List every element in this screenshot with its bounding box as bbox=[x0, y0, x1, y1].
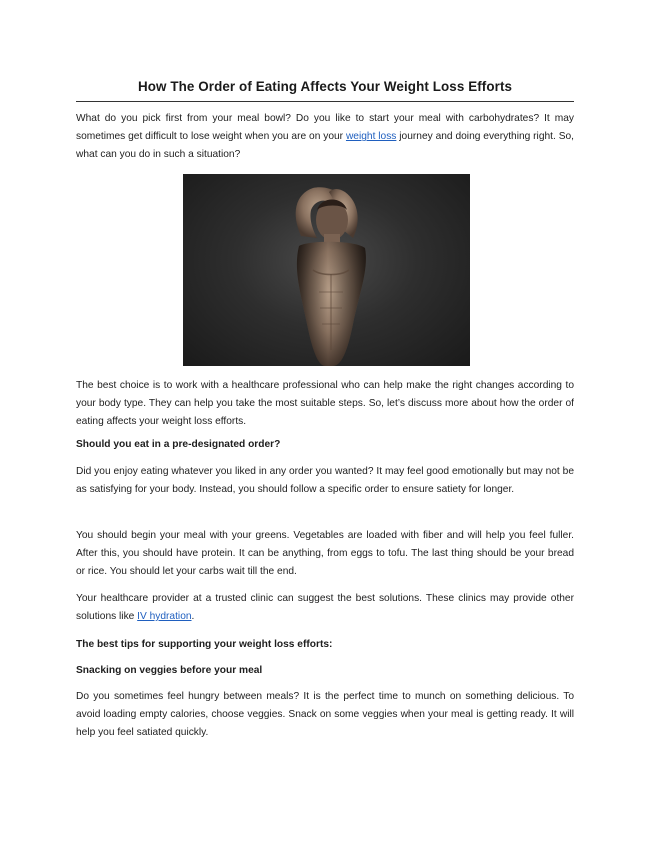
order-paragraph: Did you enjoy eating whatever you liked in any order you wanted? It may feel good emotionally but may not be as satisfying for your body. Instead, you should follow a specific order to ensure satiety for longer. bbox=[76, 466, 574, 496]
clinic-text-before: Your healthcare provider at a trusted clinic can suggest the best solutions. These clinics may provide other solutions like bbox=[76, 593, 574, 623]
intro-text-before: What do you pick first from your meal bowl? Do you like to start your meal with carbohydrates? It may sometimes get difficult to lose weight when you are on your bbox=[76, 113, 574, 143]
man-figure-illustration bbox=[183, 174, 470, 366]
intro-text-after: journey and doing everything right. So, what can you do in such a situation? bbox=[76, 131, 574, 161]
professional-paragraph: The best choice is to work with a healthcare professional who can help make the right changes according to your body type. They can help you take the most suitable steps. So, let’s discuss more about how the order of eating affects your weight loss efforts. bbox=[76, 380, 574, 428]
clinic-text-after: . bbox=[191, 611, 195, 623]
shirtless-man-photo bbox=[183, 174, 470, 366]
heading-snacking: Snacking on veggies before your meal bbox=[76, 665, 263, 676]
clinic-paragraph bbox=[76, 590, 574, 626]
iv-hydration-link[interactable]: IV hydration bbox=[137, 611, 192, 623]
title-underline bbox=[76, 101, 574, 102]
heading-tips: The best tips for supporting your weight loss efforts: bbox=[76, 639, 333, 650]
snacking-paragraph: Do you sometimes feel hungry between meals? It is the perfect time to munch on something delicious. To avoid loading empty calories, choose veggies. Snack on some veggies when your meal is getting ready. It will help you feel satiated quickly. bbox=[76, 691, 574, 739]
document-title: How The Order of Eating Affects Your Weight Loss Efforts bbox=[137, 79, 513, 94]
greens-paragraph: You should begin your meal with your greens. Vegetables are loaded with fiber and will help you feel fuller. After this, you should have protein. It can be anything, from eggs to tofu. The last thing should be your bread or rice. You should let your carbs wait till the end. bbox=[76, 530, 574, 578]
weight-loss-link[interactable]: weight loss bbox=[345, 131, 397, 143]
intro-paragraph bbox=[76, 110, 574, 165]
heading-order: Should you eat in a pre-designated order? bbox=[76, 439, 281, 450]
